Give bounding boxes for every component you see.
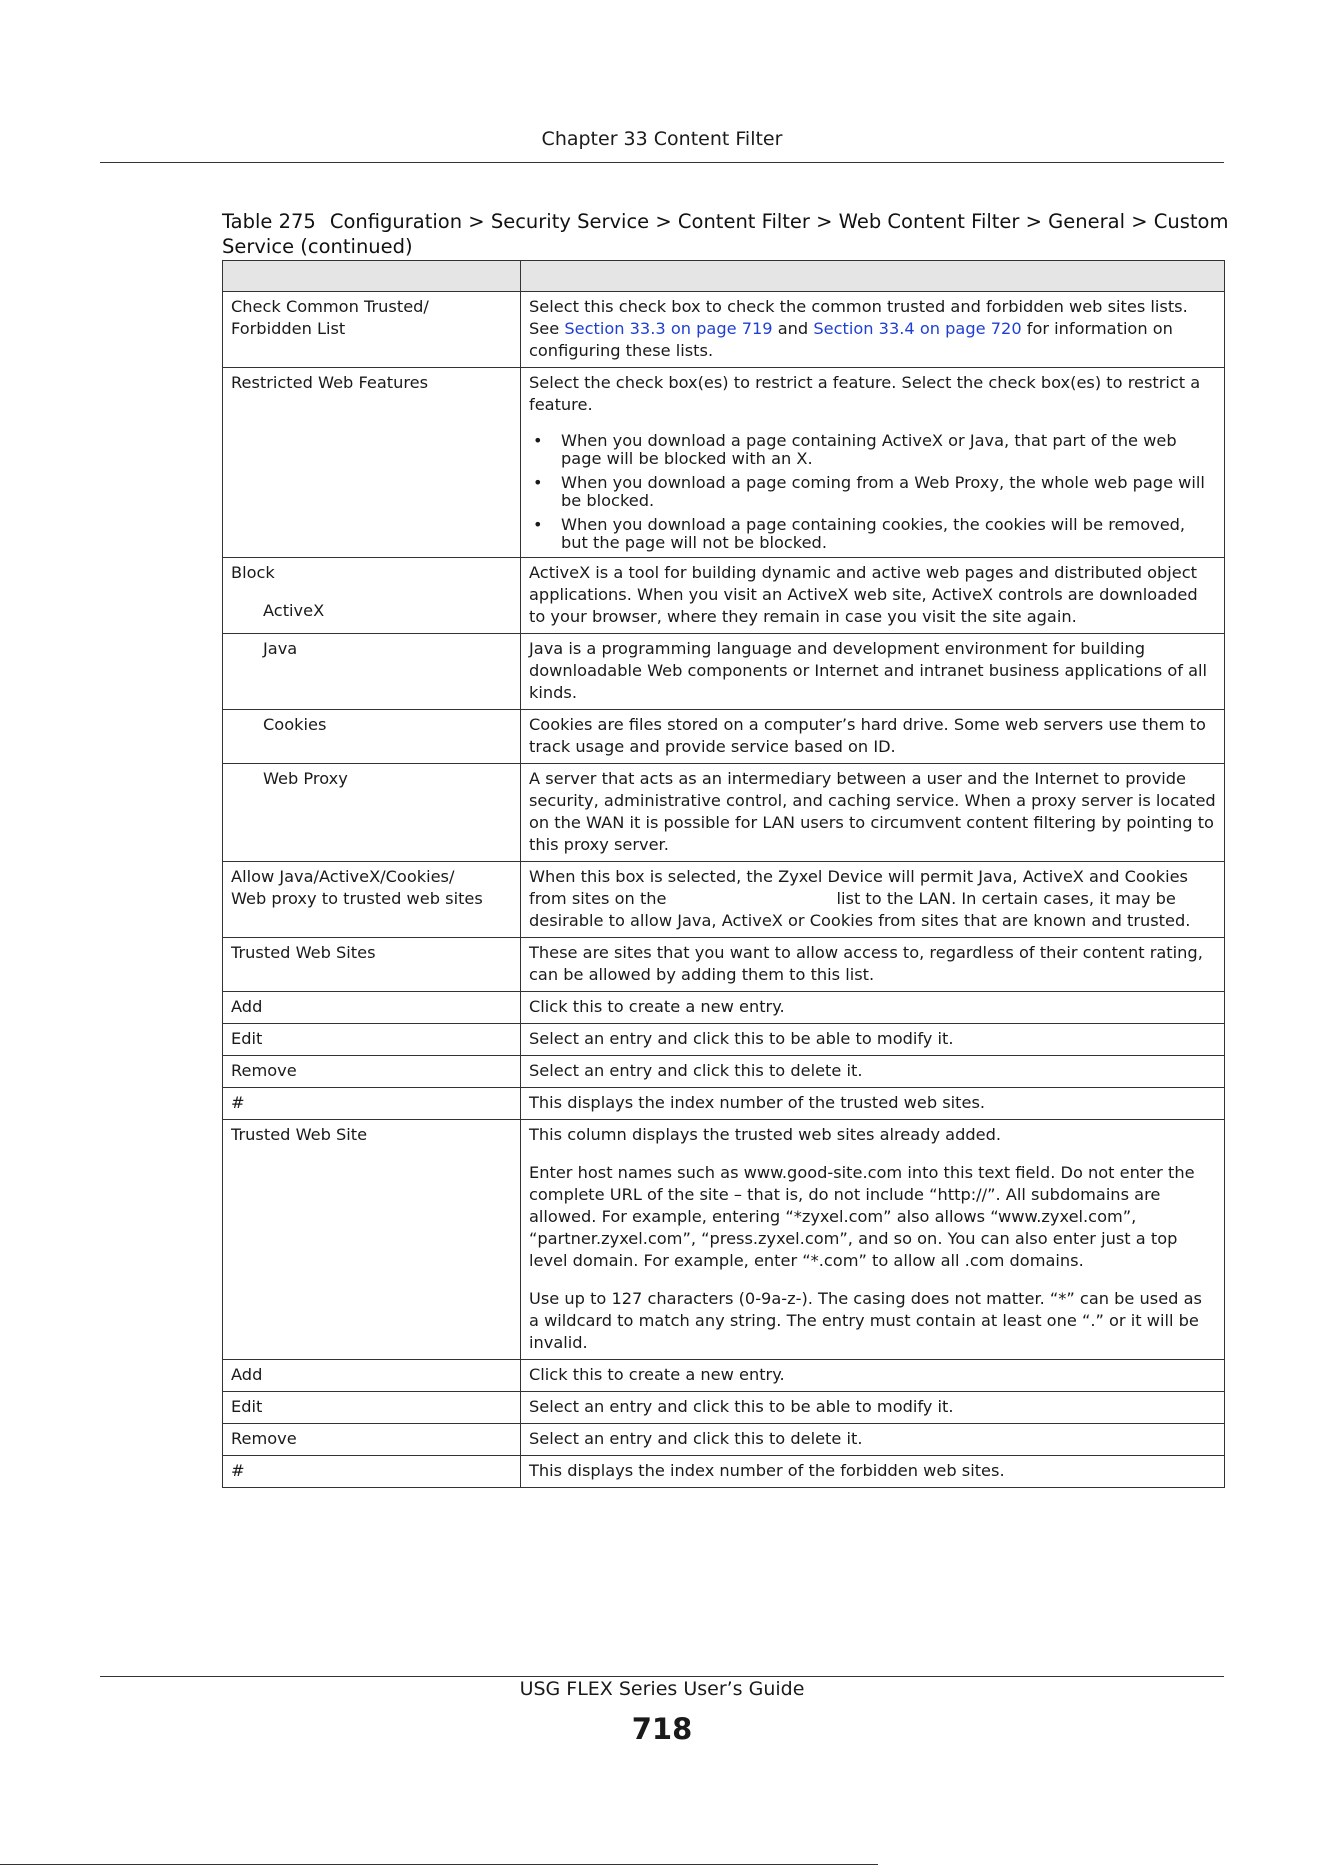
table-header-row xyxy=(223,261,1225,292)
row-description: Click this to create a new entry. xyxy=(521,1360,1225,1392)
row-description: Cookies are files stored on a computer’s hard drive. Some web servers use them to track usage and provide service based on ID. xyxy=(521,710,1225,764)
footer-rule xyxy=(100,1676,1224,1677)
row-description: When this box is selected, the Zyxel Device will permit Java, ActiveX and Cookies from sites on the list to the LAN. In certain cases, it may be desirable to allow Java, ActiveX or Cookies from sites that are known and trusted. xyxy=(521,862,1225,938)
table-row xyxy=(223,292,1225,368)
table-row xyxy=(223,1424,1225,1456)
table-row xyxy=(223,938,1225,992)
row-description: These are sites that you want to allow access to, regardless of their content rating, can be allowed by adding them to this list. xyxy=(521,938,1225,992)
row-description: Select the check box(es) to restrict a feature. Select the check box(es) to restrict a feature. • When you download a page containing ActiveX or Java, that part of the web page will be blocked with an X. • When you download a page coming from a Web Proxy, the whole web page will be blocked. • When you download a page containing cookies, the cookies will be removed, but the page will not be blocked. xyxy=(521,368,1225,558)
table-row xyxy=(223,368,1225,558)
row-description: This column displays the trusted web sites already added. Enter host names such as www.good-site.com into this text field. Do not enter the complete URL of the site – that is, do not include “http://”. All subdomains are allowed. For example, entering “*zyxel.com” also allows “www.zyxel.com”, “partner.zyxel.com”, “press.zyxel.com”, and so on. You can also enter just a top level domain. For example, enter “*.com” to allow all .com domains. Use up to 127 characters (0-9a-z-). The casing does not matter. “*” can be used as a wildcard to match any string. The entry must contain at least one “.” or it will be invalid. xyxy=(521,1120,1225,1360)
row-label: Block ActiveX xyxy=(223,558,521,634)
table-caption xyxy=(222,209,1232,259)
row-label: Cookies xyxy=(223,710,521,764)
row-description: Java is a programming language and development environment for building downloadable Web components or Internet and intranet business applications of all kinds. xyxy=(521,634,1225,710)
header-cell-description xyxy=(521,261,1225,292)
row-label: Web Proxy xyxy=(223,764,521,862)
row-label: Edit xyxy=(223,1024,521,1056)
row-label: Trusted Web Site xyxy=(223,1120,521,1360)
bottom-rule xyxy=(0,1864,878,1865)
list-item: • When you download a page containing cookies, the cookies will be removed, but the page will not be blocked. xyxy=(529,516,1216,552)
row-description: Click this to create a new entry. xyxy=(521,992,1225,1024)
list-item: • When you download a page coming from a Web Proxy, the whole web page will be blocked. xyxy=(529,474,1216,510)
row-label: Add xyxy=(223,1360,521,1392)
row-label: Allow Java/ActiveX/Cookies/ Web proxy to trusted web sites xyxy=(223,862,521,938)
header-rule xyxy=(100,162,1224,163)
table-row xyxy=(223,1088,1225,1120)
table-row xyxy=(223,1392,1225,1424)
row-label: Remove xyxy=(223,1424,521,1456)
table-row xyxy=(223,558,1225,634)
row-label: Restricted Web Features xyxy=(223,368,521,558)
table-row xyxy=(223,1120,1225,1360)
row-label: Remove xyxy=(223,1056,521,1088)
row-description: Select an entry and click this to be able to modify it. xyxy=(521,1392,1225,1424)
row-label: Trusted Web Sites xyxy=(223,938,521,992)
section-33-4-link[interactable]: Section 33.4 on page 720 xyxy=(813,319,1022,338)
table-row xyxy=(223,1360,1225,1392)
page-number: 718 xyxy=(631,1712,693,1746)
table-row xyxy=(223,1056,1225,1088)
table-row xyxy=(223,1456,1225,1488)
table-row xyxy=(223,764,1225,862)
reference-table xyxy=(222,260,1225,1488)
footer-title: USG FLEX Series User’s Guide xyxy=(519,1678,805,1700)
row-label: # xyxy=(223,1088,521,1120)
table-row xyxy=(223,634,1225,710)
table-row xyxy=(223,1024,1225,1056)
row-label: Edit xyxy=(223,1392,521,1424)
row-label: Java xyxy=(223,634,521,710)
row-label: Check Common Trusted/ Forbidden List xyxy=(223,292,521,368)
row-description: A server that acts as an intermediary between a user and the Internet to provide security, administrative control, and caching service. When a proxy server is located on the WAN it is possible for LAN users to circumvent content filtering by pointing to this proxy server. xyxy=(521,764,1225,862)
row-description: Select an entry and click this to delete it. xyxy=(521,1424,1225,1456)
running-header: Chapter 33 Content Filter xyxy=(541,128,783,150)
row-description: Select this check box to check the common trusted and forbidden web sites lists. See Section 33.3 on page 719 and Section 33.4 on page 720 for information on configuring these lists. xyxy=(521,292,1225,368)
row-label: Add xyxy=(223,992,521,1024)
bullet-list xyxy=(529,432,1216,552)
row-description: Select an entry and click this to delete it. xyxy=(521,1056,1225,1088)
row-description: ActiveX is a tool for building dynamic and active web pages and distributed object applications. When you visit an ActiveX web site, ActiveX controls are downloaded to your browser, where they remain in case you visit the site again. xyxy=(521,558,1225,634)
row-description: This displays the index number of the trusted web sites. xyxy=(521,1088,1225,1120)
section-33-3-link[interactable]: Section 33.3 on page 719 xyxy=(564,319,773,338)
table-row xyxy=(223,862,1225,938)
row-description: Select an entry and click this to be able to modify it. xyxy=(521,1024,1225,1056)
table-row xyxy=(223,710,1225,764)
header-cell-label xyxy=(223,261,521,292)
row-description: This displays the index number of the forbidden web sites. xyxy=(521,1456,1225,1488)
table-title: Configuration > Security Service > Content Filter > Web Content Filter > General > Custom Service (continued) xyxy=(222,210,1229,258)
table-row xyxy=(223,992,1225,1024)
table-number: Table 275 xyxy=(222,210,316,233)
list-item: • When you download a page containing ActiveX or Java, that part of the web page will be blocked with an X. xyxy=(529,432,1216,468)
row-label: # xyxy=(223,1456,521,1488)
